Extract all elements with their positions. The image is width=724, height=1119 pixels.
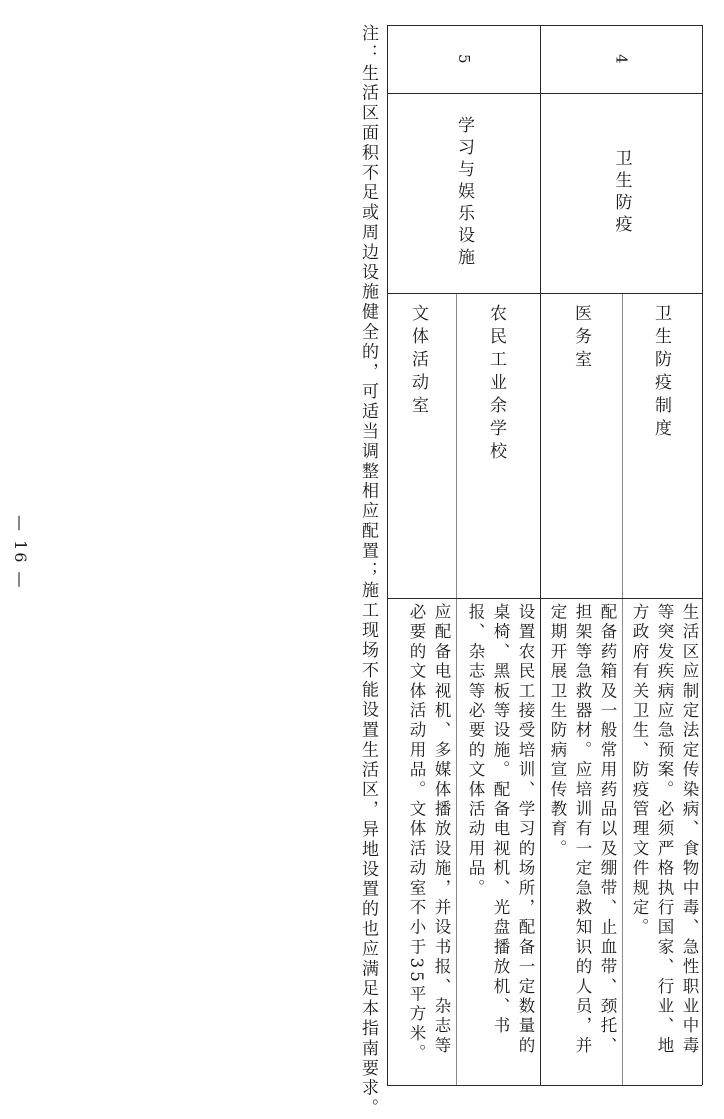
category-label: 卫生防疫	[611, 149, 632, 237]
item-requirement: 配备药箱及一般常用药品以及绷带、止血带、颈托、担架等急救器材。应培训有一定急救知识的人员，并定期开展卫生防病宣传教育。	[548, 603, 617, 1057]
row-number: 5	[455, 54, 473, 64]
item-name: 文体活动室	[408, 304, 428, 419]
table-note: 注：生活区面积不足或周边设施健全的，可适当调整相应配置；施工现场不能设置生活区，异地设置的也应满足本指南要求。	[358, 24, 378, 1119]
item-requirement: 设置农民工接受培训、学习的场所，配备一定数量的桌椅、黑板等设施。配备电视机、光盘播放机、书报、杂志等必要的文体活动用品。	[466, 603, 535, 1057]
item-requirement: 应配备电视机、多媒体播放设施，并设书报、杂志等必要的文体活动用品。文体活动室不小于35平方米。	[407, 603, 451, 1064]
item-requirement: 生活区应制定法定传染病、食物中毒、急性职业中毒等突发疾病应急预案。必须严格执行国家、行业、地方政府有关卫生、防疫管理文件规定。	[630, 603, 699, 1057]
category-cell	[387, 93, 540, 293]
row-number-cell	[540, 25, 702, 93]
column-divider-item	[387, 598, 702, 599]
item-name: 卫生防疫制度	[651, 304, 671, 442]
table-border-bottom	[387, 1085, 702, 1086]
row-number-cell	[387, 25, 540, 93]
row-number: 4	[612, 54, 631, 64]
sub-row-divider-row4	[622, 293, 623, 1085]
sub-row-divider-row5	[456, 293, 457, 1085]
column-divider-category	[387, 293, 702, 294]
table-border-right	[702, 25, 703, 1085]
category-label: 学习与娱乐设施	[454, 116, 474, 270]
page-number: — 16 —	[11, 515, 30, 590]
item-name: 农民工业余学校	[486, 304, 506, 465]
category-cell	[540, 93, 702, 293]
item-name: 医务室	[571, 304, 591, 373]
